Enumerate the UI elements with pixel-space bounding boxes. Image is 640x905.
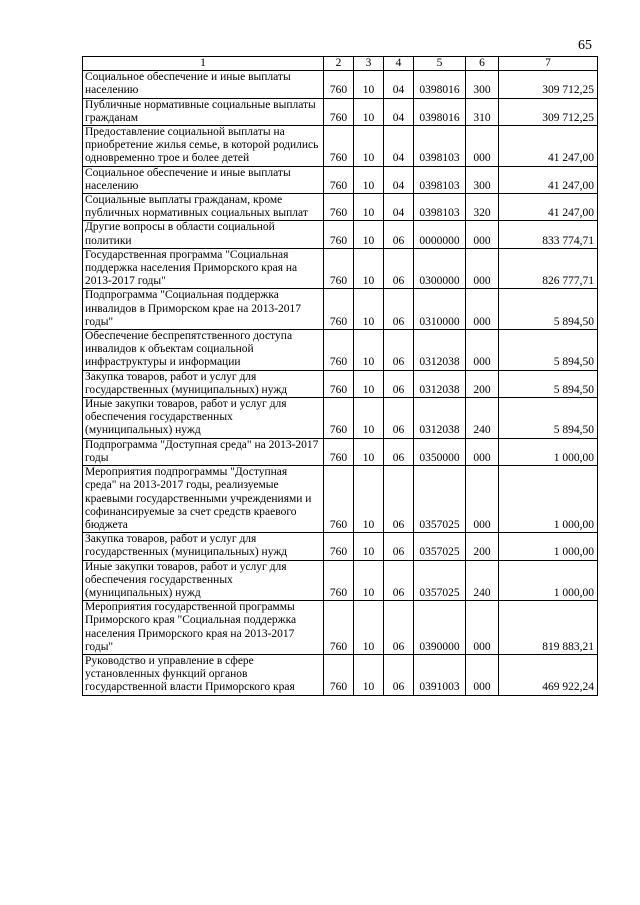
row-col2-cell: 760	[324, 654, 354, 695]
header-cell-7: 7	[499, 57, 598, 71]
row-amount-cell: 5 894,50	[499, 289, 598, 330]
row-col2-cell: 760	[324, 126, 354, 167]
row-col2-cell: 760	[324, 194, 354, 221]
row-col2-cell: 760	[324, 330, 354, 371]
table-row	[83, 533, 598, 560]
row-amount-cell: 41 247,00	[499, 194, 598, 221]
row-amount-cell: 309 712,25	[499, 98, 598, 125]
row-col4-cell: 06	[384, 466, 414, 533]
table-row	[83, 654, 598, 695]
row-col2-cell: 760	[324, 560, 354, 601]
row-col4-cell: 06	[384, 533, 414, 560]
row-name-cell: Социальное обеспечение и иные выплаты населению	[83, 166, 324, 193]
row-col2-cell: 760	[324, 438, 354, 465]
row-col2-cell: 760	[324, 98, 354, 125]
row-col6-cell: 000	[466, 330, 499, 371]
row-col4-cell: 06	[384, 438, 414, 465]
row-col6-cell: 000	[466, 221, 499, 248]
table-row	[83, 370, 598, 397]
row-col2-cell: 760	[324, 533, 354, 560]
row-col5-cell: 0398103	[414, 194, 466, 221]
row-col3-cell: 10	[354, 166, 384, 193]
row-col5-cell: 0357025	[414, 560, 466, 601]
row-col6-cell: 300	[466, 166, 499, 193]
row-col5-cell: 0312038	[414, 330, 466, 371]
row-amount-cell: 826 777,71	[499, 248, 598, 289]
row-col6-cell: 240	[466, 398, 499, 439]
row-col4-cell: 04	[384, 166, 414, 193]
table-row	[83, 221, 598, 248]
row-name-cell: Закупка товаров, работ и услуг для государственных (муниципальных) нужд	[83, 370, 324, 397]
row-amount-cell: 1 000,00	[499, 560, 598, 601]
row-col6-cell: 000	[466, 466, 499, 533]
row-col6-cell: 310	[466, 98, 499, 125]
budget-table	[82, 56, 598, 696]
row-col6-cell: 300	[466, 71, 499, 98]
row-col3-cell: 10	[354, 98, 384, 125]
row-name-cell: Социальное обеспечение и иные выплаты населению	[83, 71, 324, 98]
row-amount-cell: 41 247,00	[499, 126, 598, 167]
table-row	[83, 71, 598, 98]
row-name-cell: Закупка товаров, работ и услуг для государственных (муниципальных) нужд	[83, 533, 324, 560]
page-number: 65	[578, 38, 592, 53]
row-col5-cell: 0398103	[414, 126, 466, 167]
row-col3-cell: 10	[354, 126, 384, 167]
row-name-cell: Иные закупки товаров, работ и услуг для обеспечения государственных (муниципальных) нужд	[83, 560, 324, 601]
row-col3-cell: 10	[354, 289, 384, 330]
row-amount-cell: 833 774,71	[499, 221, 598, 248]
row-col3-cell: 10	[354, 398, 384, 439]
row-col2-cell: 760	[324, 289, 354, 330]
row-col4-cell: 04	[384, 98, 414, 125]
row-col2-cell: 760	[324, 166, 354, 193]
row-col2-cell: 760	[324, 398, 354, 439]
row-col2-cell: 760	[324, 248, 354, 289]
row-col5-cell: 0357025	[414, 533, 466, 560]
row-col4-cell: 04	[384, 126, 414, 167]
row-col3-cell: 10	[354, 71, 384, 98]
row-name-cell: Государственная программа "Социальная поддержка населения Приморского края на 2013-2017 годы"	[83, 248, 324, 289]
row-col3-cell: 10	[354, 601, 384, 655]
row-col5-cell: 0357025	[414, 466, 466, 533]
row-col3-cell: 10	[354, 370, 384, 397]
table-row	[83, 466, 598, 533]
table-row	[83, 438, 598, 465]
row-name-cell: Подпрограмма "Доступная среда" на 2013-2017 годы	[83, 438, 324, 465]
row-col4-cell: 04	[384, 71, 414, 98]
table-row	[83, 98, 598, 125]
row-col6-cell: 000	[466, 654, 499, 695]
row-name-cell: Подпрограмма "Социальная поддержка инвалидов в Приморском крае на 2013-2017 годы"	[83, 289, 324, 330]
row-col5-cell: 0000000	[414, 221, 466, 248]
row-col4-cell: 06	[384, 248, 414, 289]
row-col6-cell: 200	[466, 370, 499, 397]
row-col5-cell: 0398016	[414, 71, 466, 98]
header-cell-4: 4	[384, 57, 414, 71]
row-col5-cell: 0391003	[414, 654, 466, 695]
row-amount-cell: 41 247,00	[499, 166, 598, 193]
row-col6-cell: 000	[466, 248, 499, 289]
header-cell-1: 1	[83, 57, 324, 71]
row-col4-cell: 06	[384, 289, 414, 330]
row-col3-cell: 10	[354, 194, 384, 221]
table-row	[83, 289, 598, 330]
row-amount-cell: 469 922,24	[499, 654, 598, 695]
row-col5-cell: 0398103	[414, 166, 466, 193]
row-col4-cell: 06	[384, 370, 414, 397]
row-name-cell: Социальные выплаты гражданам, кроме публичных нормативных социальных выплат	[83, 194, 324, 221]
table-row	[83, 194, 598, 221]
table-row	[83, 248, 598, 289]
row-col5-cell: 0350000	[414, 438, 466, 465]
row-amount-cell: 5 894,50	[499, 370, 598, 397]
row-amount-cell: 819 883,21	[499, 601, 598, 655]
table-row	[83, 126, 598, 167]
row-amount-cell: 1 000,00	[499, 438, 598, 465]
header-cell-6: 6	[466, 57, 499, 71]
table-row	[83, 560, 598, 601]
row-col6-cell: 200	[466, 533, 499, 560]
row-col4-cell: 06	[384, 330, 414, 371]
table-row	[83, 166, 598, 193]
row-col6-cell: 000	[466, 438, 499, 465]
row-col3-cell: 10	[354, 221, 384, 248]
row-amount-cell: 5 894,50	[499, 398, 598, 439]
row-col3-cell: 10	[354, 330, 384, 371]
row-col3-cell: 10	[354, 654, 384, 695]
header-cell-3: 3	[354, 57, 384, 71]
row-col4-cell: 06	[384, 398, 414, 439]
row-col4-cell: 06	[384, 601, 414, 655]
row-col2-cell: 760	[324, 601, 354, 655]
row-name-cell: Публичные нормативные социальные выплаты гражданам	[83, 98, 324, 125]
row-col5-cell: 0390000	[414, 601, 466, 655]
row-col3-cell: 10	[354, 466, 384, 533]
row-col5-cell: 0300000	[414, 248, 466, 289]
row-col2-cell: 760	[324, 221, 354, 248]
row-col3-cell: 10	[354, 560, 384, 601]
row-amount-cell: 5 894,50	[499, 330, 598, 371]
row-col5-cell: 0312038	[414, 398, 466, 439]
row-col3-cell: 10	[354, 438, 384, 465]
row-col5-cell: 0398016	[414, 98, 466, 125]
row-col6-cell: 320	[466, 194, 499, 221]
table-header-row	[83, 57, 598, 71]
row-name-cell: Другие вопросы в области социальной политики	[83, 221, 324, 248]
row-name-cell: Обеспечение беспрепятственного доступа инвалидов к объектам социальной инфраструктуры и информации	[83, 330, 324, 371]
row-col4-cell: 06	[384, 221, 414, 248]
row-amount-cell: 1 000,00	[499, 533, 598, 560]
row-col5-cell: 0312038	[414, 370, 466, 397]
row-col3-cell: 10	[354, 248, 384, 289]
row-col4-cell: 04	[384, 194, 414, 221]
row-col5-cell: 0310000	[414, 289, 466, 330]
row-col2-cell: 760	[324, 71, 354, 98]
row-col6-cell: 000	[466, 126, 499, 167]
row-col6-cell: 000	[466, 601, 499, 655]
row-name-cell: Руководство и управление в сфере установленных функций органов государственной власти Приморского края	[83, 654, 324, 695]
header-cell-2: 2	[324, 57, 354, 71]
row-amount-cell: 309 712,25	[499, 71, 598, 98]
row-col2-cell: 760	[324, 466, 354, 533]
row-name-cell: Предоставление социальной выплаты на приобретение жилья семье, в которой родились одновременно трое и более детей	[83, 126, 324, 167]
row-col4-cell: 06	[384, 654, 414, 695]
row-name-cell: Мероприятия подпрограммы "Доступная среда" на 2013-2017 годы, реализуемые краевыми государственными учреждениями и софинансируемые за счет средств краевого бюджета	[83, 466, 324, 533]
row-col6-cell: 000	[466, 289, 499, 330]
row-name-cell: Иные закупки товаров, работ и услуг для обеспечения государственных (муниципальных) нужд	[83, 398, 324, 439]
table-row	[83, 398, 598, 439]
table-row	[83, 601, 598, 655]
row-name-cell: Мероприятия государственной программы Приморского края "Социальная поддержка населения Приморского края на 2013-2017 годы"	[83, 601, 324, 655]
row-col2-cell: 760	[324, 370, 354, 397]
row-col6-cell: 240	[466, 560, 499, 601]
row-col4-cell: 06	[384, 560, 414, 601]
header-cell-5: 5	[414, 57, 466, 71]
row-col3-cell: 10	[354, 533, 384, 560]
row-amount-cell: 1 000,00	[499, 466, 598, 533]
table-row	[83, 330, 598, 371]
